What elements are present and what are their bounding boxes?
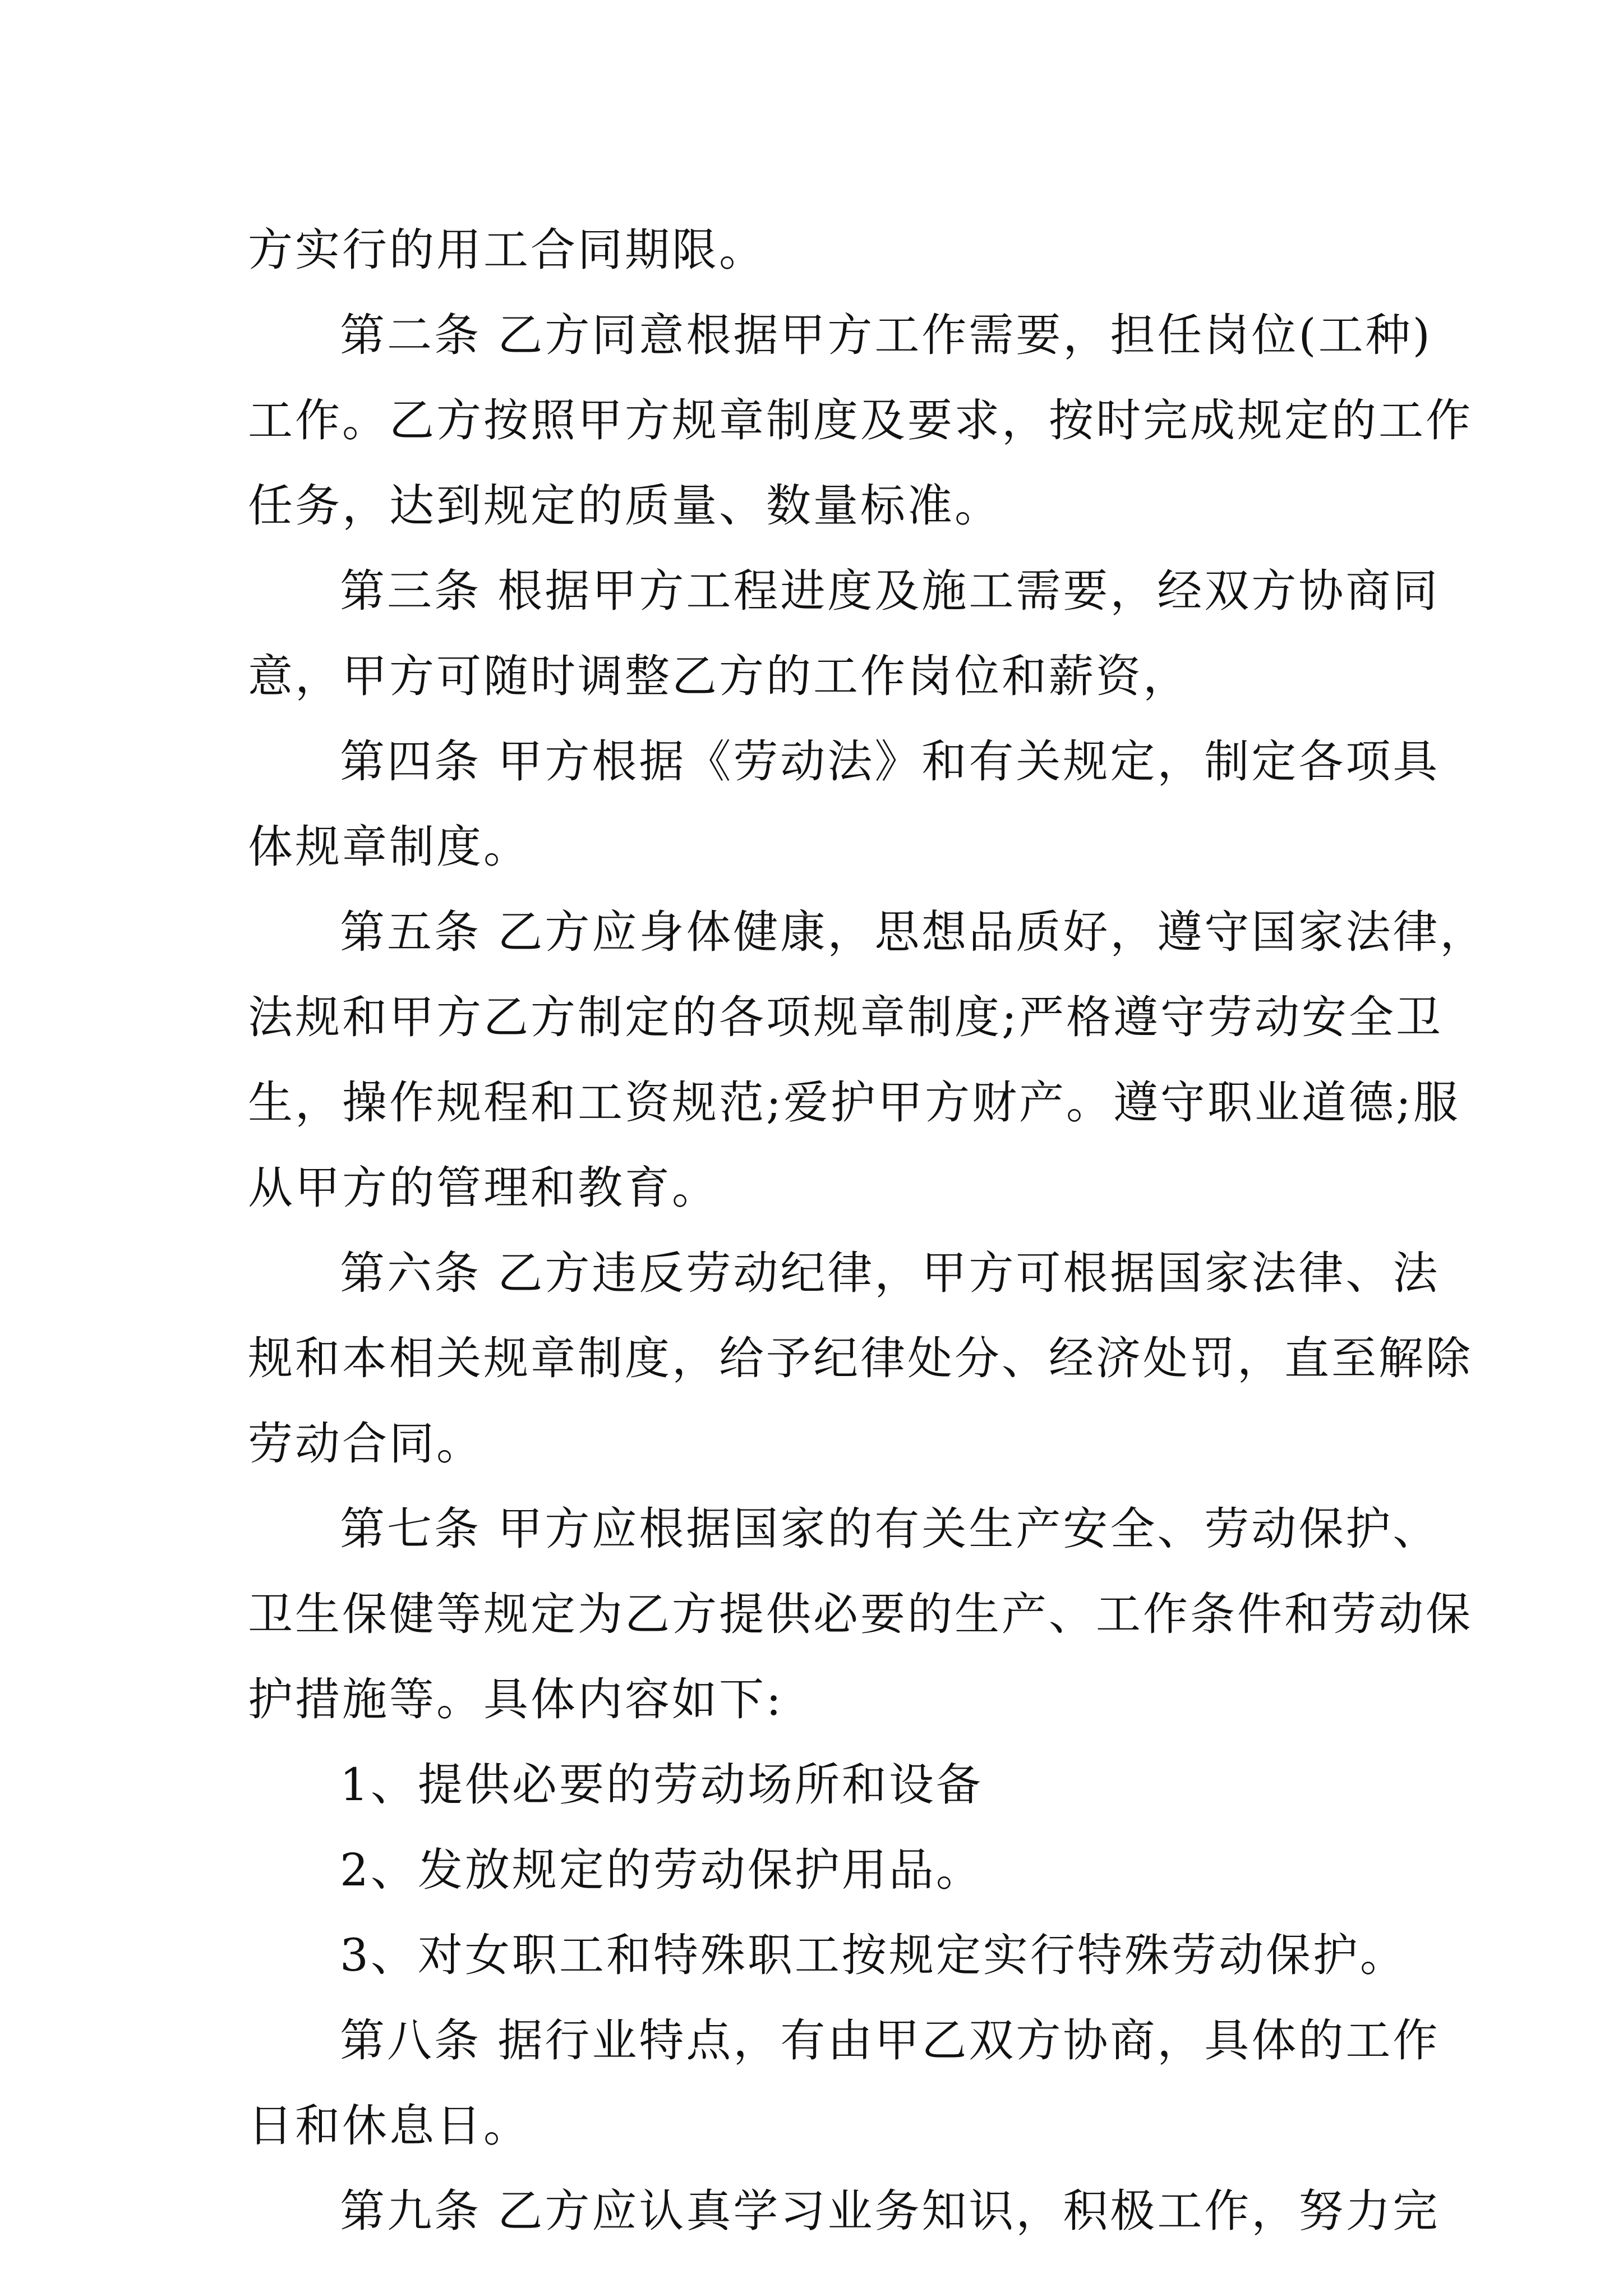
article-9-line: 第九条 乙方应认真学习业务知识，积极工作，努力完 xyxy=(340,2185,1440,2237)
article-4-line: 第四条 甲方根据《劳动法》和有关规定，制定各项具 xyxy=(340,735,1440,788)
body-line: 生，操作规程和工资规范;爱护甲方财产。遵守职业道德;服 xyxy=(248,1076,1460,1129)
body-line: 体规章制度。 xyxy=(248,821,531,873)
list-item: 3、对女职工和特殊职工按规定实行特殊劳动保护。 xyxy=(340,1929,1407,1981)
document-body xyxy=(248,208,1487,2254)
list-item: 1、提供必要的劳动场所和设备 xyxy=(340,1759,983,1811)
body-line: 日和休息日。 xyxy=(248,2100,531,2152)
body-line: 方实行的用工合同期限。 xyxy=(248,224,766,276)
article-7-line: 第七条 甲方应根据国家的有关生产安全、劳动保护、 xyxy=(340,1503,1440,1555)
body-line: 意，甲方可随时调整乙方的工作岗位和薪资， xyxy=(248,650,1190,702)
article-6-line: 第六条 乙方违反劳动纪律，甲方可根据国家法律、法 xyxy=(340,1247,1440,1299)
body-line: 法规和甲方乙方制定的各项规章制度;严格遵守劳动安全卫 xyxy=(248,991,1443,1043)
body-line: 卫生保健等规定为乙方提供必要的生产、工作条件和劳动保 xyxy=(248,1588,1473,1640)
list-item: 2、发放规定的劳动保护用品。 xyxy=(340,1844,983,1896)
body-line: 工作。乙方按照甲方规章制度及要求，按时完成规定的工作 xyxy=(248,394,1473,447)
body-line: 从甲方的管理和教育。 xyxy=(248,1162,719,1214)
body-line: 护措施等。具体内容如下: xyxy=(248,1673,783,1726)
article-8-line: 第八条 据行业特点，有由甲乙双方协商，具体的工作 xyxy=(340,2014,1440,2067)
article-3-line: 第三条 根据甲方工程进度及施工需要，经双方协商同 xyxy=(340,565,1440,617)
body-line: 劳动合同。 xyxy=(248,1418,483,1470)
body-line: 规和本相关规章制度，给予纪律处分、经济处罚，直至解除 xyxy=(248,1332,1473,1384)
article-5-line: 第五条 乙方应身体健康，思想品质好，遵守国家法律， xyxy=(340,906,1487,958)
article-2-line: 第二条 乙方同意根据甲方工作需要，担任岗位(工种) xyxy=(340,309,1432,361)
body-line: 任务，达到规定的质量、数量标准。 xyxy=(248,480,1002,532)
